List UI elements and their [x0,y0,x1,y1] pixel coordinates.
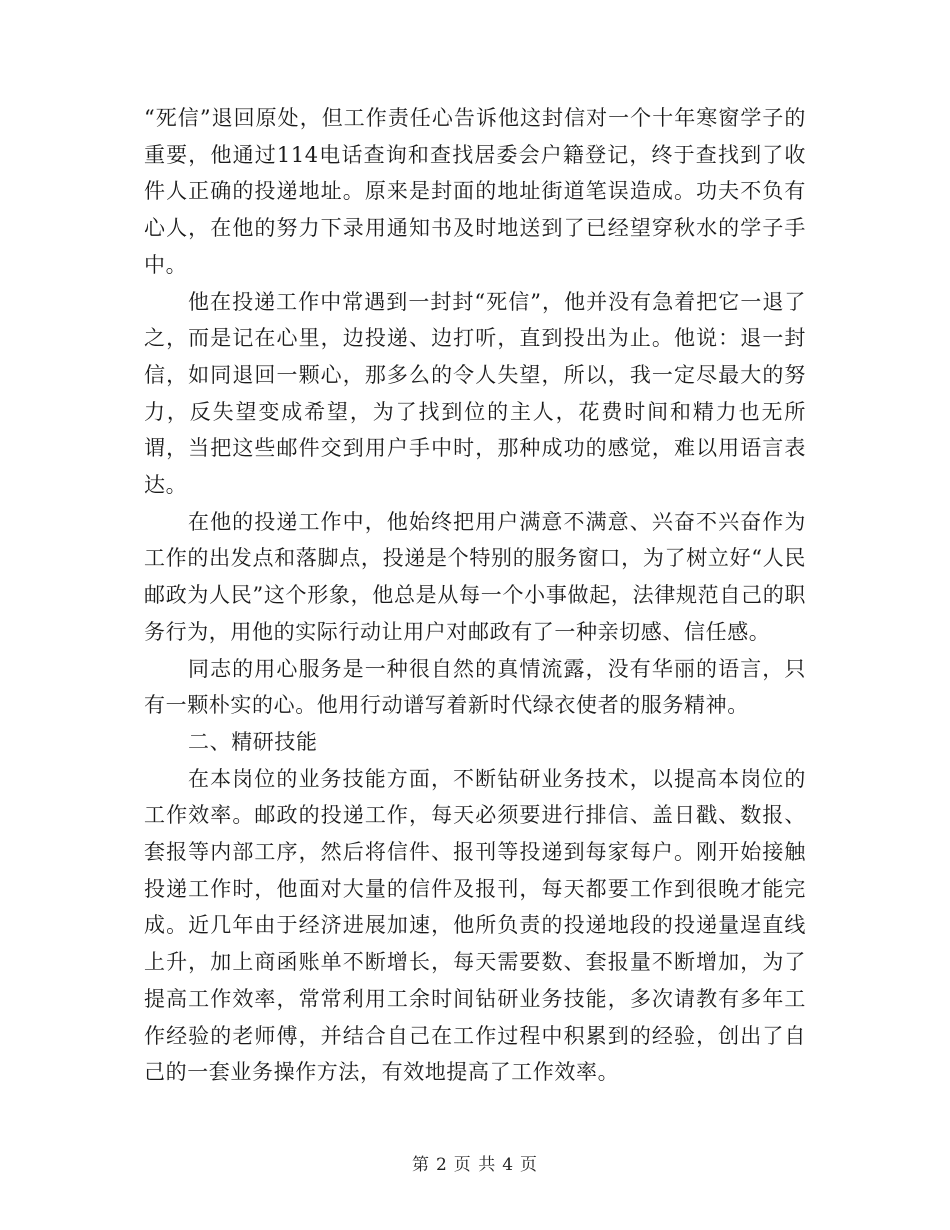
footer-page-number: 2 [435,1155,448,1175]
footer-suffix: 页 [520,1155,539,1175]
paragraph-5: 在本岗位的业务技能方面，不断钻研业务技术，以提高本岗位的工作效率。邮政的投递工作，每天必须要进行排信、盖日戳、数报、套报等内部工序，然后将信件、报刊等投递到每家每户。刚开始接触投递工作时，他面对大量的信件及报刊，每天都要工作到很晚才能完成。近几年由于经济进展加速，他所负责的投递地段的投递量逞直线上升，加上商函账单不断增长，每天需要数、套报量不断增加，为了提高工作效率，常常利用工余时间钻研业务技能，多次请教有多年工作经验的老师傅，并结合自己在工作过程中积累到的经验，创出了自己的一套业务操作方法，有效地提高了工作效率。 [144,766,806,1085]
footer-total-pages: 4 [502,1155,515,1175]
paragraph-3: 在他的投递工作中，他始终把用户满意不满意、兴奋不兴奋作为工作的出发点和落脚点，投递是个特别的服务窗口，为了树立好“人民邮政为人民”这个形象，他总是从每一个小事做起，法律规范自己的职务行为，用他的实际行动让用户对邮政有了一种亲切感、信任感。 [144,509,806,644]
footer-middle: 页 共 [453,1155,497,1175]
paragraph-4: 同志的用心服务是一种很自然的真情流露，没有华丽的语言，只有一颗朴实的心。他用行动谱写着新时代绿衣使者的服务精神。 [144,656,806,718]
paragraph-2: 他在投递工作中常遇到一封封“死信”，他并没有急着把它一退了之，而是记在心里，边投递、边打听，直到投出为止。他说：退一封信，如同退回一颗心，那多么的令人失望，所以，我一定尽最大的努力，反失望变成希望，为了找到位的主人，花费时间和精力也无所谓，当把这些邮件交到用户手中时，那种成功的感觉，难以用语言表达。 [144,289,806,498]
paragraph-1: “死信”退回原处，但工作责任心告诉他这封信对一个十年寒窗学子的重要，他通过114电话查询和查找居委会户籍登记，终于查找到了收件人正确的投递地址。原来是封面的地址街道笔误造成。功夫不负有心人，在他的努力下录用通知书及时地送到了已经望穿秋水的学子手中。 [144,106,806,277]
section-heading: 二、精研技能 [188,729,318,754]
footer-prefix: 第 [411,1155,430,1175]
document-body [144,100,806,1091]
page-footer [0,1150,950,1175]
